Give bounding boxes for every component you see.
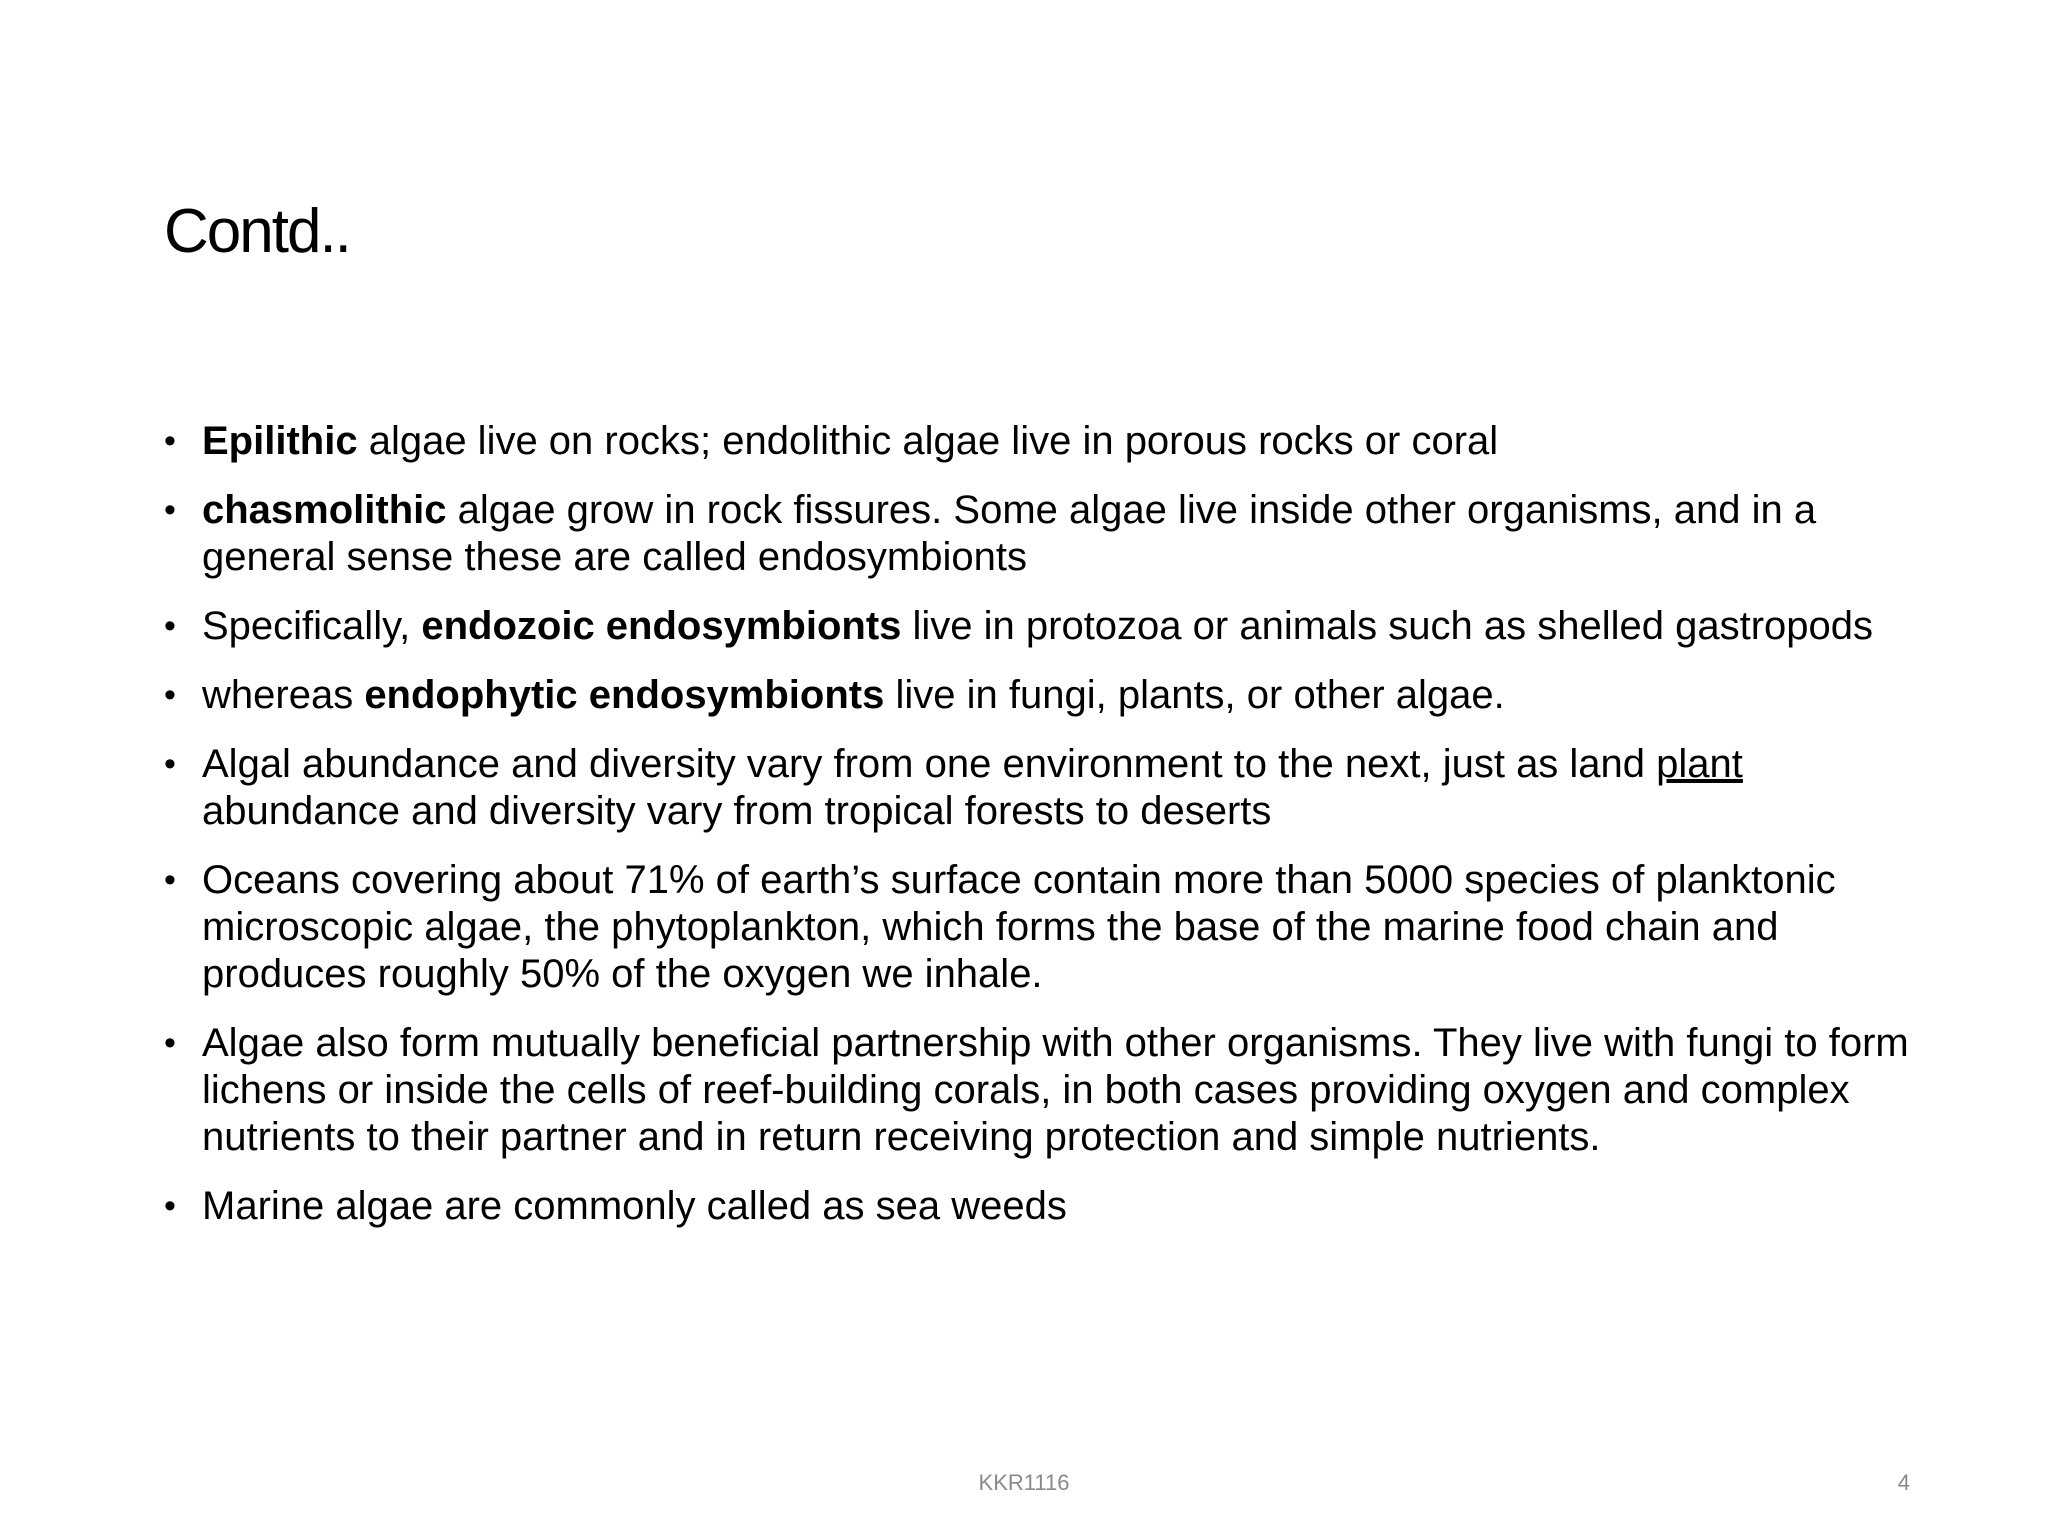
bullet-text: algae grow in rock fissures. Some algae live inside other organisms, and in a general sense these are called endosymbionts xyxy=(202,488,1817,579)
bullet-emphasis: endophytic endosymbionts xyxy=(364,673,885,717)
bullet-item xyxy=(164,741,1924,835)
bullet-item xyxy=(164,1020,1924,1161)
bullet-item xyxy=(164,603,1924,650)
bullet-emphasis: chasmolithic xyxy=(202,488,447,532)
bullet-dot-icon: • xyxy=(164,861,176,899)
bullet-text: Specifically, xyxy=(202,604,422,648)
bullet-item xyxy=(164,857,1924,998)
bullet-item xyxy=(164,672,1924,719)
bullet-dot-icon: • xyxy=(164,607,176,645)
bullet-emphasis: endozoic endosymbionts xyxy=(421,604,902,648)
bullet-dot-icon: • xyxy=(164,491,176,529)
bullet-dot-icon: • xyxy=(164,422,176,460)
bullet-text: live in fungi, plants, or other algae. xyxy=(884,673,1505,717)
bullet-dot-icon: • xyxy=(164,1187,176,1225)
bullet-text: Algal abundance and diversity vary from one environment to the next, just as land xyxy=(202,742,1657,786)
bullet-emphasis: Epilithic xyxy=(202,419,358,463)
footer-label: KKR1116 xyxy=(978,1470,1070,1495)
bullet-text: live in protozoa or animals such as shelled gastropods xyxy=(901,604,1874,648)
bullet-text: abundance and diversity vary from tropical forests to deserts xyxy=(202,789,1272,833)
bullet-dot-icon: • xyxy=(164,745,176,783)
bullet-underlined-text: plant xyxy=(1656,742,1743,786)
bullet-text: algae live on rocks; endolithic algae live in porous rocks or coral xyxy=(357,419,1499,463)
bullet-dot-icon: • xyxy=(164,1024,176,1062)
bullet-text: Marine algae are commonly called as sea weeds xyxy=(202,1184,1067,1228)
bullet-text: Oceans covering about 71% of earth’s surface contain more than 5000 species of planktonic microscopic algae, the phytoplankton, which forms the base of the marine food chain and produces roughly 50% of the oxygen we inhale. xyxy=(202,858,1836,996)
bullet-text: Algae also form mutually beneficial partnership with other organisms. They live with fungi to form lichens or inside the cells of reef-building corals, in both cases providing oxygen and complex nutrients to their partner and in return receiving protection and simple nutrients. xyxy=(202,1021,1909,1159)
bullet-item xyxy=(164,1183,1924,1230)
bullet-text: whereas xyxy=(202,673,365,717)
bullet-dot-icon: • xyxy=(164,676,176,714)
bullet-item xyxy=(164,418,1924,465)
page-number: 4 xyxy=(1897,1470,1910,1495)
bullet-list xyxy=(164,418,1924,1252)
slide-title: Contd.. xyxy=(164,197,350,266)
bullet-item xyxy=(164,487,1924,581)
